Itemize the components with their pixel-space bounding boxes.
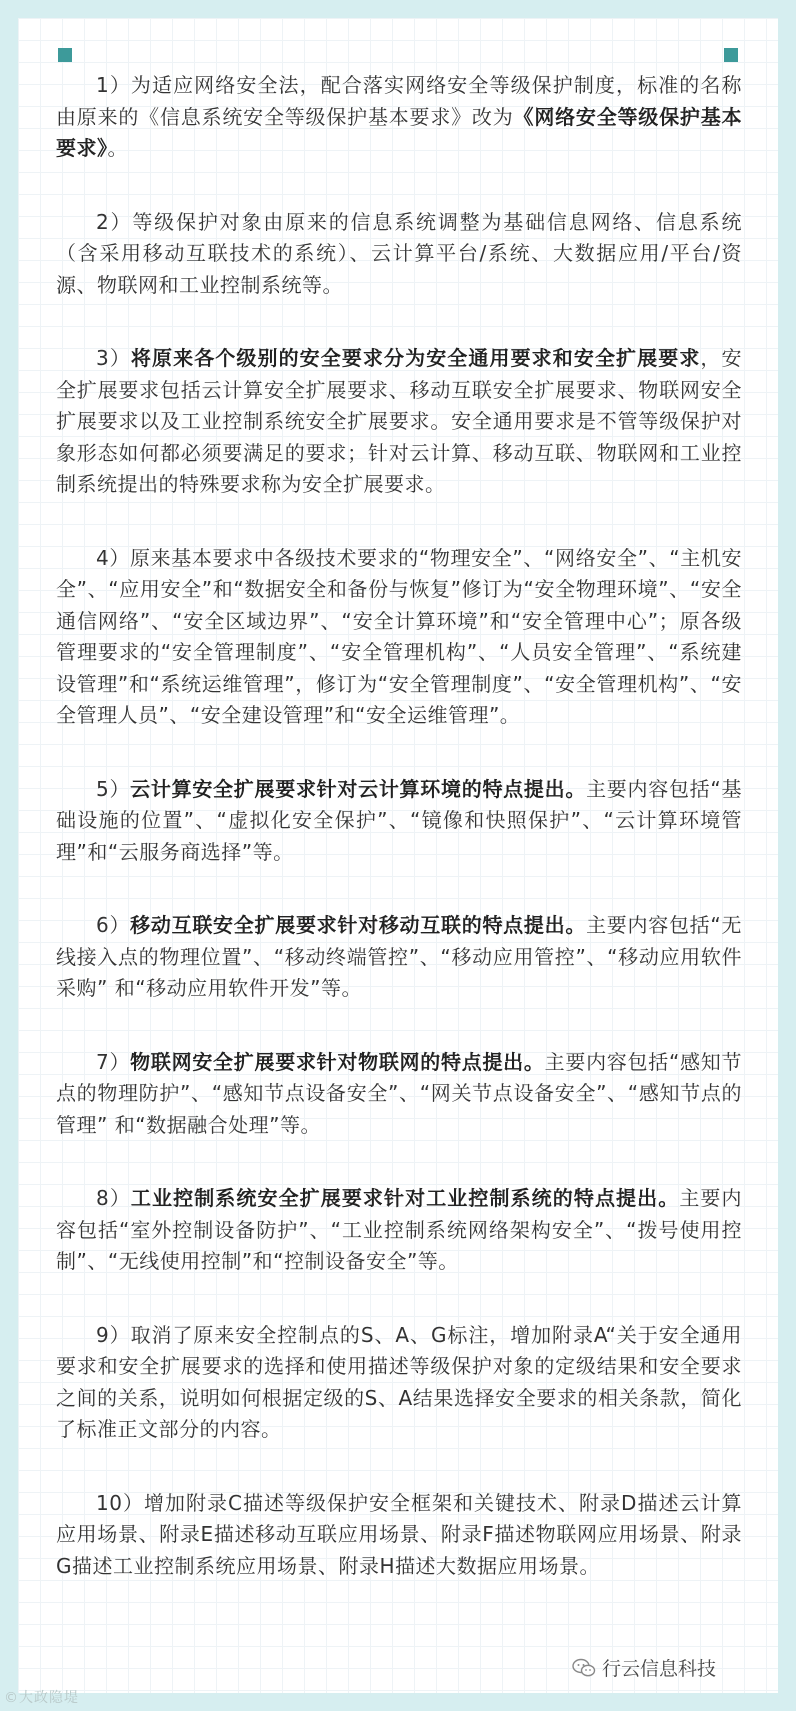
bold-text: 工业控制系统安全扩展要求针对工业控制系统的特点提出。 bbox=[130, 1186, 680, 1210]
article-page bbox=[18, 18, 778, 1693]
square-bullet-icon bbox=[58, 48, 72, 62]
paragraph-text: 6） bbox=[96, 913, 131, 937]
paragraph-text: 。 bbox=[107, 136, 128, 160]
paragraph-text: 1）为适应网络安全法，配合落实网络安全等级保护制度，标准的名称由原来的《信息系统安全等级保护基本要求》改为 bbox=[56, 73, 742, 129]
paragraph-text: 主要内容包括“感知节点的物理防护”、“感知节点设备安全”、“网关节点设备安全”、“感知节点的管理” 和“数据融合处理”等。 bbox=[56, 1049, 742, 1137]
bold-text: 云计算安全扩展要求针对云计算环境的特点提出。 bbox=[130, 776, 587, 801]
article-body bbox=[56, 70, 742, 1624]
paragraph-text: 7） bbox=[96, 1049, 131, 1074]
paragraph-text: 4）原来基本要求中各级技术要求的“物理安全”、“网络安全”、“主机安全”、“应用安全”和“数据安全和备份与恢复”修订为“安全物理环境”、“安全通信网络”、“安全区域边界”、“安全计算环境”和“安全管理中心”；原各级管理要求的“安全管理制度”、“安全管理机构”、“人员安全管理”、“系统建设管理”和“系统运维管理”，修订为“安全管理制度”、“安全管理机构”、“安全管理人员”、“安全建设管理”和“安全运维管理”。 bbox=[56, 545, 742, 727]
paragraph-6 bbox=[56, 910, 742, 1005]
corner-watermark: ©大政隐堤 bbox=[4, 1690, 79, 1706]
wechat-icon bbox=[572, 1658, 596, 1678]
square-bullet-icon bbox=[724, 48, 738, 62]
paragraph-text: 主要内容包括“无线接入点的物理位置”、“移动终端管控”、“移动应用管控”、“移动应用软件采购” 和“移动应用软件开发”等。 bbox=[56, 913, 742, 1000]
bold-text: 《网络安全等级保护基本要求》 bbox=[56, 104, 742, 160]
paragraph-4 bbox=[56, 543, 742, 732]
paragraph-2 bbox=[56, 207, 742, 302]
paragraph-text: 3） bbox=[96, 346, 131, 370]
paragraph-5 bbox=[56, 774, 742, 869]
paragraph-10 bbox=[56, 1488, 742, 1583]
paragraph-text: ，安全扩展要求包括云计算安全扩展要求、移动互联安全扩展要求、物联网安全扩展要求以及工业控制系统安全扩展要求。安全通用要求是不管等级保护对象形态如何都必须要满足的要求；针对云计算、移动互联、物联网和工业控制系统提出的特殊要求称为安全扩展要求。 bbox=[56, 346, 743, 496]
paragraph-text: 主要内容包括“基础设施的位置”、“虚拟化安全保护”、“镜像和快照保护”、“云计算环境管理”和“云服务商选择”等。 bbox=[56, 776, 742, 864]
source-account-name: 行云信息科技 bbox=[601, 1658, 716, 1680]
bold-text: 物联网安全扩展要求针对物联网的特点提出。 bbox=[130, 1049, 545, 1074]
paragraph-text: 9）取消了原来安全控制点的S、A、G标注，增加附录A“关于安全通用要求和安全扩展要求的选择和使用描述等级保护对象的定级结果和安全要求之间的关系，说明如何根据定级的S、A结果选择安全要求的相关条款，简化了标准正文部分的内容。 bbox=[56, 1322, 742, 1441]
paragraph-text: 10）增加附录C描述等级保护安全框架和关键技术、附录D描述云计算应用场景、附录E描述移动互联应用场景、附录F描述物联网应用场景、附录G描述工业控制系统应用场景、附录H描述大数据应用场景。 bbox=[56, 1490, 742, 1578]
paragraph-3 bbox=[56, 343, 742, 501]
paragraph-8 bbox=[56, 1183, 742, 1278]
paragraph-text: 2）等级保护对象由原来的信息系统调整为基础信息网络、信息系统（含采用移动互联技术的系统）、云计算平台/系统、大数据应用/平台/资源、物联网和工业控制系统等。 bbox=[56, 209, 742, 297]
paragraph-7 bbox=[56, 1047, 742, 1142]
paragraph-text: 8） bbox=[96, 1186, 131, 1210]
bold-text: 将原来各个级别的安全要求分为安全通用要求和安全扩展要求 bbox=[130, 346, 701, 370]
paragraph-1 bbox=[56, 70, 742, 165]
paragraph-9 bbox=[56, 1320, 742, 1446]
source-watermark bbox=[572, 1654, 716, 1681]
paragraph-text: 5） bbox=[96, 776, 131, 801]
bold-text: 移动互联安全扩展要求针对移动互联的特点提出。 bbox=[130, 913, 587, 937]
paragraph-text: 主要内容包括“室外控制设备防护”、“工业控制系统网络架构安全”、“拨号使用控制”、“无线使用控制”和“控制设备安全”等。 bbox=[56, 1186, 743, 1273]
